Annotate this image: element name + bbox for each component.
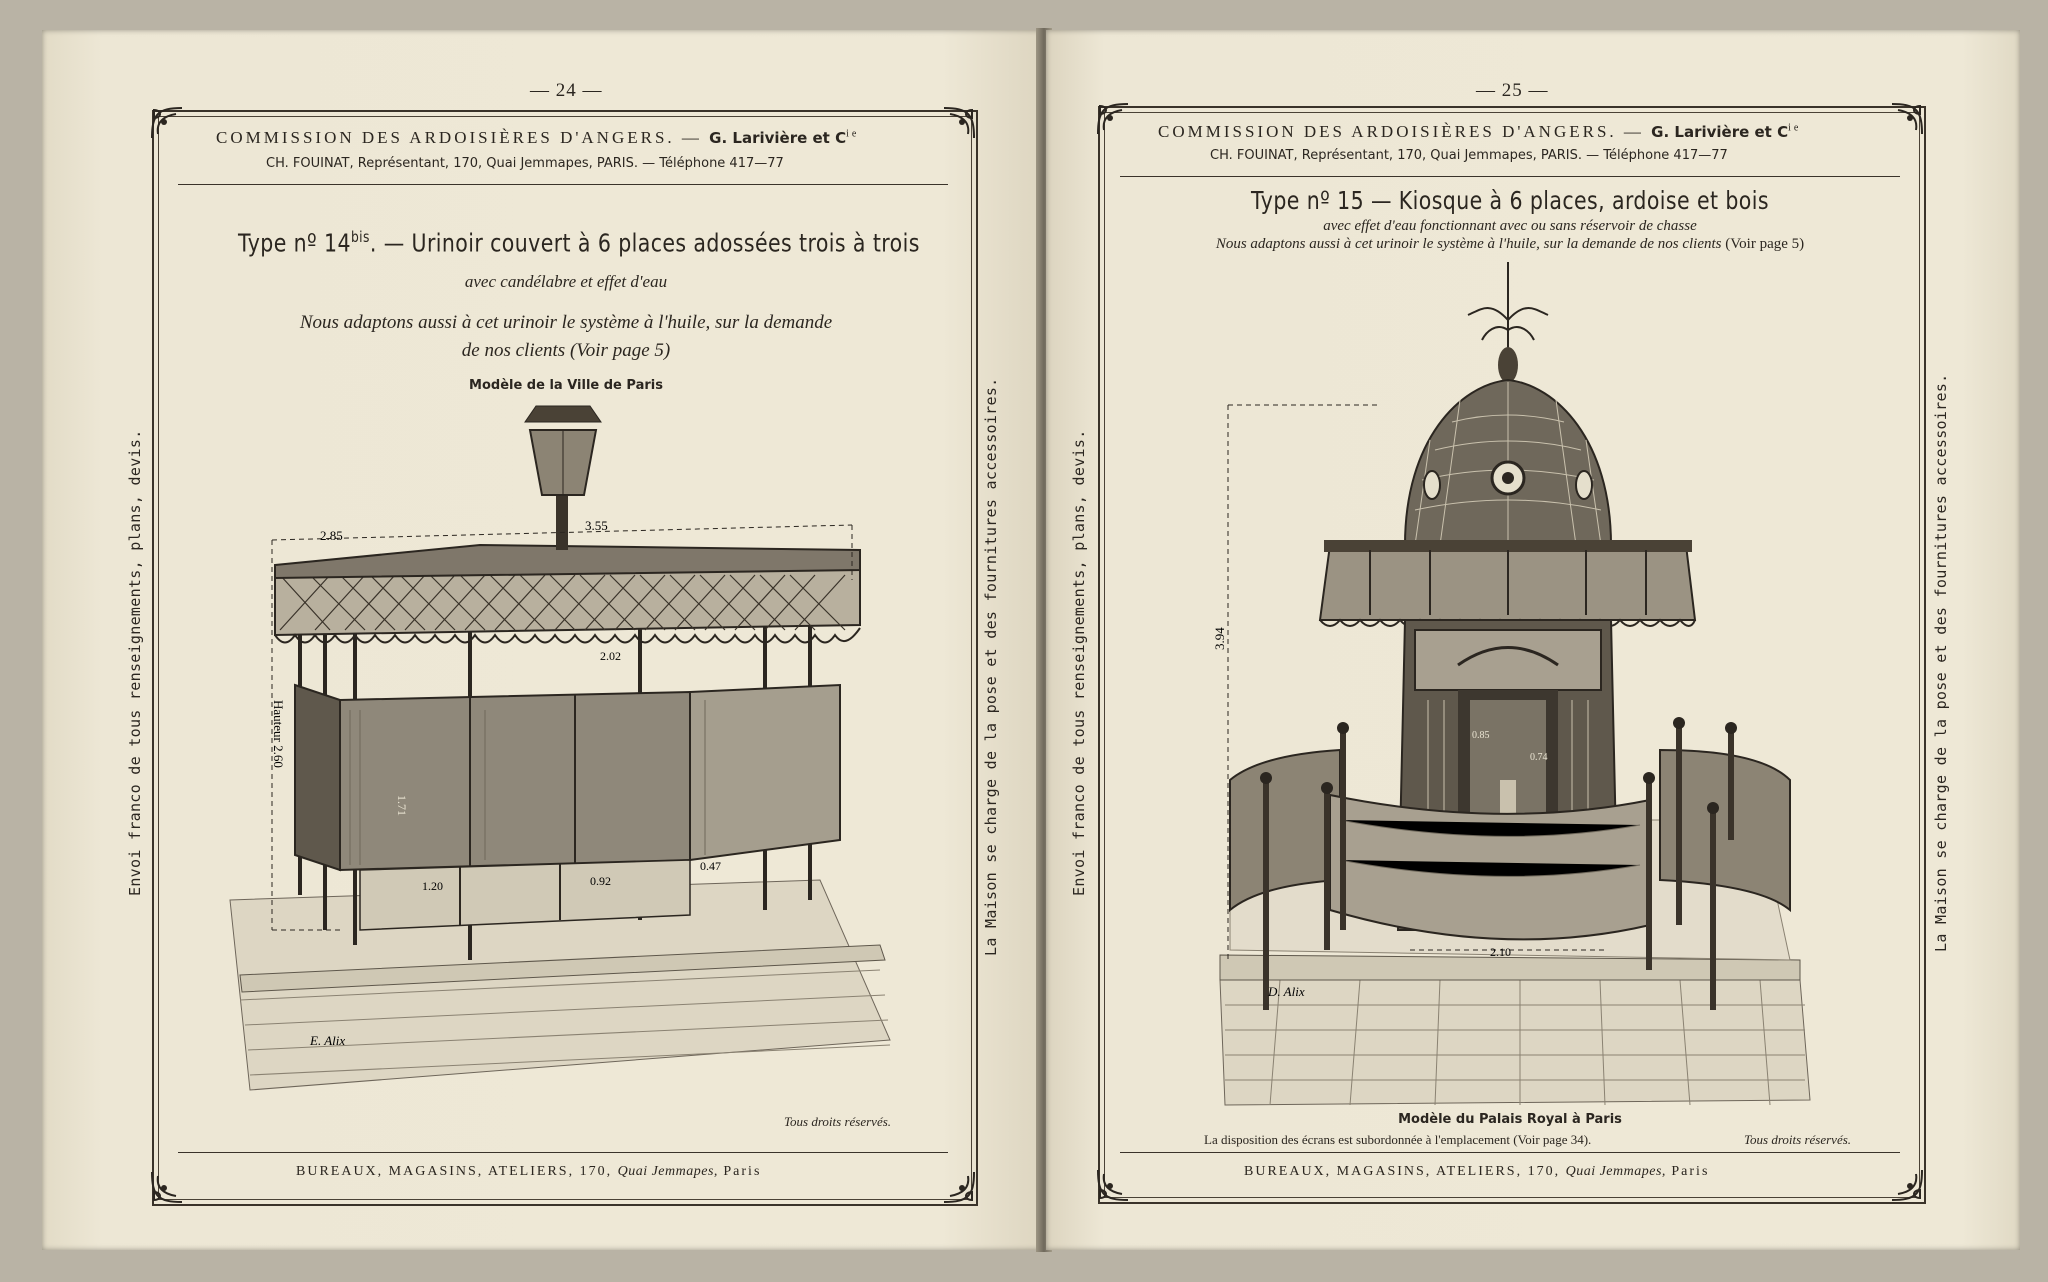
left-note-line1: Nous adaptons aussi à cet urinoir le système à l'huile, sur la demande (299, 312, 833, 333)
corner-ornament-icon (940, 1168, 978, 1206)
artist-signature: D. Alix (1268, 984, 1305, 999)
right-note: Nous adaptons aussi à cet urinoir le système à l'huile, sur la demande de nos clients (Voir page 5) (1215, 236, 1805, 252)
dimension-label: 2.02 (600, 649, 621, 663)
left-header-line1: COMMISSION DES ARDOISIÈRES D'ANGERS. — G. Larivière et $C^{ie}$ (216, 128, 860, 147)
left-footer: BUREAUX, MAGASINS, ATELIERS, 170, Quai Jemmapes, Paris (296, 1164, 762, 1179)
right-header-line1: COMMISSION DES ARDOISIÈRES D'ANGERS. — G. Larivière et $C^{ie}$ (1158, 122, 1802, 141)
left-side-text: Envoi franco de tous renseignements, plans, devis. (126, 429, 144, 896)
left-header-line2: CH. FOUINAT, Représentant, 170, Quai Jemmapes, PARIS. — Téléphone 417—77 (266, 156, 784, 171)
right-side-text: La Maison se charge de la pose et des fournitures accessoires. (1932, 373, 1950, 952)
corner-ornament-icon (148, 1168, 186, 1206)
left-model-caption: Modèle de la Ville de Paris (469, 378, 663, 393)
right-footer: BUREAUX, MAGASINS, ATELIERS, 170, Quai Jemmapes, Paris (1244, 1164, 1710, 1179)
right-disposition: La disposition des écrans est subordonnée à l'emplacement (Voir page 34). (1204, 1132, 1592, 1147)
kiosk-illustration (1200, 260, 1820, 1120)
footer-rule (1120, 1152, 1900, 1153)
right-page-number: — 25 — (1476, 80, 1549, 101)
dimension-label: 0.74 (1530, 752, 1548, 763)
corner-ornament-icon (148, 104, 186, 142)
left-note-line2: de nos clients (Voir page 5) (461, 340, 671, 361)
right-subtitle: avec effet d'eau fonctionnant avec ou sans réservoir de chasse (1323, 218, 1697, 234)
right-title: Type nº 15 — Kiosque à 6 places, ardoise et bois (1251, 186, 1769, 215)
corner-ornament-icon (1094, 100, 1132, 138)
corner-ornament-icon (1888, 1166, 1926, 1204)
right-model-caption: Modèle du Palais Royal à Paris (1398, 1112, 1622, 1127)
corner-ornament-icon (1094, 1166, 1132, 1204)
left-title: Type nº $14^{bis}$. — Urinoir couvert à 6 places adossées trois à trois (238, 228, 920, 258)
corner-ornament-icon (940, 104, 978, 142)
dimension-label: Hauteur 2.60 (271, 700, 286, 768)
right-side-text-left: Envoi franco de tous renseignements, plans, devis. (1070, 429, 1088, 896)
urinal-illustration (220, 400, 900, 1100)
corner-ornament-icon (1888, 100, 1926, 138)
dimension-label: 3.55 (585, 518, 608, 533)
dimension-label: 1.20 (422, 879, 443, 893)
right-rights: Tous droits réservés. (1744, 1132, 1852, 1147)
dimension-label: 0.85 (1472, 730, 1490, 741)
left-side-text-right: La Maison se charge de la pose et des fournitures accessoires. (982, 377, 1000, 956)
dimension-label: 0.47 (700, 859, 721, 873)
left-rights: Tous droits réservés. (784, 1114, 892, 1129)
header-rule (178, 184, 948, 185)
left-page-number: — 24 — (530, 80, 603, 101)
dimension-label: 1.71 (395, 795, 409, 816)
dimension-label: 0.92 (590, 874, 611, 888)
header-rule (1120, 176, 1900, 177)
right-header-line2: CH. FOUINAT, Représentant, 170, Quai Jemmapes, PARIS. — Téléphone 417—77 (1210, 148, 1728, 163)
artist-signature: E. Alix (310, 1033, 346, 1048)
footer-rule (178, 1152, 948, 1153)
left-subtitle: avec candélabre et effet d'eau (464, 272, 668, 291)
dimension-label: 3.94 (1212, 627, 1227, 650)
dimension-label: 2.10 (1490, 945, 1511, 959)
dimension-label: 2.85 (320, 528, 343, 543)
